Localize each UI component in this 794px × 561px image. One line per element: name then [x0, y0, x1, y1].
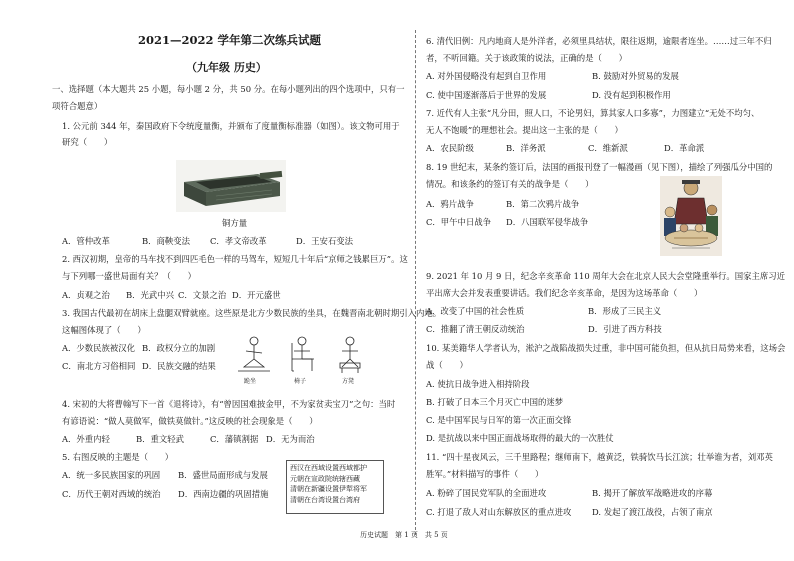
q11-option-c[interactable]: C. 打退了敌人对山东解放区的重点进攻	[426, 507, 572, 517]
q5-option-b[interactable]: B．盛世局面形成与发展	[178, 470, 268, 480]
q4-stem-line-1: 4. 宋初的大将曹翰写下一首《退将诗》，有“曾因国难披金甲，不为家贫卖宝刀”之句：当时	[62, 399, 396, 409]
figure-label-kneeling: 跪坐	[244, 378, 257, 385]
q7-option-a[interactable]: A．农民阶级	[426, 143, 474, 153]
q2-option-d[interactable]: D．开元盛世	[232, 290, 281, 300]
partition-cartoon-image	[660, 176, 722, 256]
q2-stem-line-2: 与下列哪一盛世局面有关？（ ）	[62, 271, 196, 281]
q1-stem-line-1: 1. 公元前 344 年，秦国政府下令统度量衡，并颁布了度量衡标准器（如图）。该文物可用于	[62, 121, 400, 131]
section-intro-line-1: 一、选择题（本大题共 25 小题，每小题 2 分，共 50 分。在每小题列出的四个选项中，只有一	[52, 84, 405, 94]
q6-option-a[interactable]: A. 对外国侵略没有起到自卫作用	[426, 71, 547, 81]
q7-option-d[interactable]: D．革命派	[664, 143, 705, 153]
q1-option-d[interactable]: D．王安石变法	[296, 236, 353, 246]
q10-stem-line-1: 10. 某美籍华人学者认为，淞沪之战陷战损失过重，非中国可能负担，但从抗日局势来看，这场会	[426, 343, 786, 353]
q10-option-c[interactable]: C. 是中国军民与日军的第一次正面交锋	[426, 415, 572, 425]
q11-option-d[interactable]: D. 发起了渡江战役，占领了南京	[592, 507, 713, 517]
q5-stem-line-1: 5. 右图反映的主题是（ ）	[62, 452, 174, 462]
q6-stem-line-2: 者，不听回籍。关于该政策的说法，正确的是（ ）	[426, 53, 627, 63]
q10-stem-line-2: 战（ ）	[426, 360, 468, 370]
q2-option-a[interactable]: A．贞观之治	[62, 290, 110, 300]
q6-option-c[interactable]: C. 使中国逐渐落后于世界的发展	[426, 90, 547, 100]
q4-option-a[interactable]: A．外重内轻	[62, 434, 110, 444]
q4-option-c[interactable]: C．藩镇割据	[210, 434, 259, 444]
q8-stem-line-1: 8. 19 世纪末，某条约签订后，法国的画报刊登了一幅漫画（见下图），描绘了列强瓜分中国的	[426, 162, 773, 172]
q7-stem-line-1: 7. 近代有人主张“凡分田，照人口，不论男妇，算其家人口多寡”，力图建立“无处不均匀、	[426, 108, 760, 118]
q6-option-d[interactable]: D. 没有起到积极作用	[592, 90, 671, 100]
q4-option-d[interactable]: D．无为而治	[266, 434, 315, 444]
q8-option-d[interactable]: D．八国联军侵华战争	[506, 217, 589, 227]
q5-material-box	[286, 460, 384, 514]
page-footer: 历史试题 第 1 页 共 5 页	[360, 531, 448, 539]
q3-stem-line-1: 3. 我国古代最初在胡床上盘腿双臂就座。这些原是北方少数民族的坐具，在魏晋南北朝时期引入内地。	[62, 308, 442, 318]
q6-option-b[interactable]: B. 鼓励对外贸易的发展	[592, 71, 679, 81]
q1-option-b[interactable]: B．商鞅变法	[142, 236, 191, 246]
q11-stem-line-1: 11. “四十星夜风云，三千里路程；继师南下，越黄泛，铁骑饮马长江滨；壮举谁为者，刘邓英	[426, 452, 773, 462]
q1-option-a[interactable]: A．管仲改革	[62, 236, 110, 246]
q9-stem-line-1: 9. 2021 年 10 月 9 日，纪念辛亥革命 110 周年大会在北京人民大会堂隆重举行。国家主席习近	[426, 271, 785, 281]
q6-stem-line-1: 6. 清代旧例：凡内地商人是外洋者，必须里具结状，限往返期，逾限者连坐。……过三年不归	[426, 36, 772, 46]
q9-option-b[interactable]: B．形成了三民主义	[588, 306, 662, 316]
q1-stem-line-2: 研究（ ）	[62, 137, 113, 147]
q9-option-d[interactable]: D．引进了西方科技	[588, 324, 662, 334]
q8-option-a[interactable]: A．鸦片战争	[426, 199, 474, 209]
section-intro-line-2: 项符合题意）	[52, 101, 103, 111]
q9-option-c[interactable]: C．推翻了清王朝反动统治	[426, 324, 525, 334]
q3-stem-line-2: 这幅图体现了（ ）	[62, 325, 146, 335]
q9-stem-line-2: 平出席大会并发表重要讲话。我们纪念辛亥革命，是因为这场革命（ ）	[426, 288, 703, 298]
figure-label-stool: 方凳	[342, 378, 355, 385]
q5-option-d[interactable]: D．西南边疆的巩固措施	[178, 489, 269, 499]
q5-box-line-1: 西汉在西域设置西域都护	[290, 464, 367, 472]
q7-option-b[interactable]: B．洋务派	[506, 143, 546, 153]
column-divider	[415, 30, 416, 535]
q7-stem-line-2: 无人不饱暖”的理想社会。提出这一主张的是（ ）	[426, 125, 623, 135]
q4-option-b[interactable]: B．重文轻武	[136, 434, 185, 444]
q2-option-c[interactable]: C．文景之治	[178, 290, 227, 300]
q10-option-a[interactable]: A. 使抗日战争进入相持阶段	[426, 379, 530, 389]
q8-stem-line-2: 情况。和该条约的签订有关的战争是（ ）	[426, 179, 594, 189]
q2-stem-line-1: 2. 西汉初期，皇帝的马车找不到四匹毛色一样的马驾车，短短几十年后“京师之钱累巨万”。这	[62, 254, 408, 264]
q1-figure-caption: 铜方量	[222, 218, 248, 228]
figure-label-chair: 椅子	[294, 378, 307, 385]
q5-option-a[interactable]: A．统一多民族国家的巩固	[62, 470, 161, 480]
q11-stem-line-2: 胜军。”材料描写的事件（ ）	[426, 469, 544, 479]
q5-box-line-4: 清朝在台湾设置台湾府	[290, 495, 360, 504]
exam-subtitle: （九年级 历史）	[186, 61, 267, 74]
q10-option-b[interactable]: B. 打破了日本三个月灭亡中国的迷梦	[426, 397, 564, 407]
q1-option-c[interactable]: C．孝文帝改革	[210, 236, 267, 246]
q3-option-c[interactable]: C．南北方习俗相同	[62, 361, 136, 371]
q11-option-b[interactable]: B. 揭开了解放军战略进攻的序幕	[592, 488, 713, 498]
q11-option-a[interactable]: A. 粉碎了国民党军队的全面进攻	[426, 488, 547, 498]
q10-option-d[interactable]: D. 是抗战以来中国正面战场取得的最大的一次胜仗	[426, 433, 614, 443]
q3-option-d[interactable]: D．民族交融的结果	[142, 361, 216, 371]
q7-option-c[interactable]: C．维新派	[588, 143, 628, 153]
q2-option-b[interactable]: B．光武中兴	[126, 290, 175, 300]
q8-option-b[interactable]: B．第二次鸦片战争	[506, 199, 580, 209]
q3-option-b[interactable]: B．政权分立的加剧	[142, 343, 216, 353]
q3-option-a[interactable]: A．少数民族被汉化	[62, 343, 136, 353]
q5-box-line-2: 元朝在宣政院统辖西藏	[290, 474, 360, 483]
q4-stem-line-2: 有谚语说：“做人莫做军，做铁莫做针。”这反映的社会现象是（ ）	[62, 416, 318, 426]
exam-title: 2021—2022 学年第二次练兵试题	[138, 33, 322, 47]
q9-option-a[interactable]: A．改变了中国的社会性质	[426, 306, 525, 316]
q5-option-c[interactable]: C．历代王朝对西域的统治	[62, 489, 161, 499]
q8-option-c[interactable]: C．甲午中日战争	[426, 217, 492, 227]
q5-box-line-3: 清朝在新疆设置伊犁将军	[290, 485, 367, 494]
bronze-measure-image	[176, 160, 286, 212]
